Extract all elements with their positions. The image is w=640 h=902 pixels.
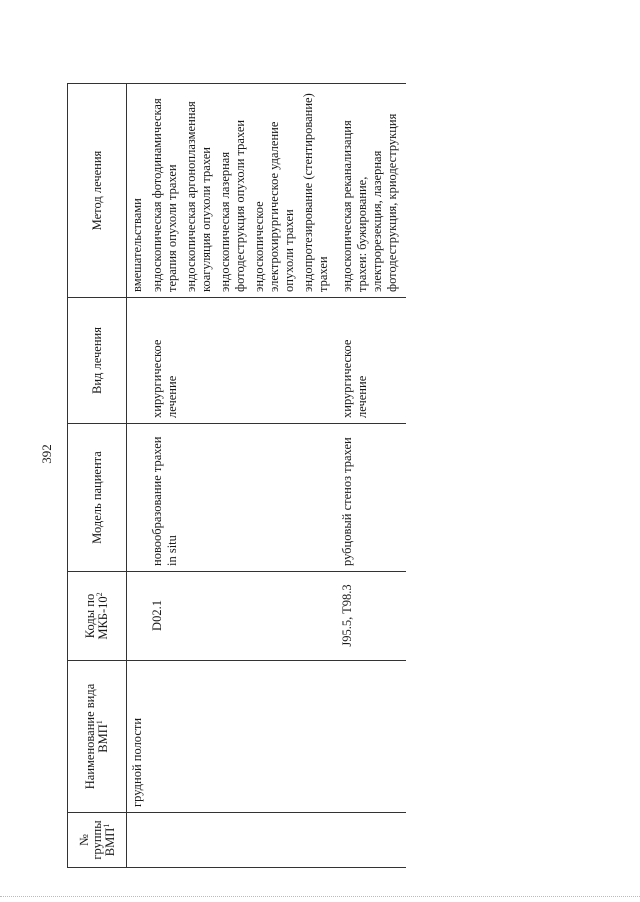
treatment-table [67, 83, 406, 868]
table-row-continuation [127, 84, 148, 868]
method-item: эндоскопическая фотодинамическая терапия опухоли трахеи [150, 98, 179, 292]
header-name: Наименование вида ВМП$^1$ [68, 661, 127, 813]
cell-codes: D02.1 [147, 572, 337, 661]
header-method: Метод лечения [68, 84, 127, 298]
cell-methods [147, 84, 337, 298]
method-item: эндоскопическая реканализация трахеи: бужирование, электрорезекция, лазерная фотодеструкция, криодеструкция [340, 113, 399, 292]
table-container [67, 84, 497, 868]
page-number: 392 [39, 444, 54, 464]
table-row [337, 84, 406, 868]
scan-edge-line [0, 896, 640, 898]
method-item: эндоскопическое электрохирургическое удаление опухоли трахеи [252, 121, 296, 292]
cell-name-continuation: грудной полости [127, 661, 148, 813]
table-row [147, 84, 337, 868]
header-patient-model: Модель пациента [68, 424, 127, 572]
cell-codes: J95.5, T98.3 [337, 572, 406, 661]
cell-patient-model: новообразование трахеи in situ [147, 424, 337, 572]
cell-patient-model: рубцовый стеноз трахеи [337, 424, 406, 572]
method-item: эндоскопическая лазерная фотодеструкция опухоли трахеи [218, 119, 247, 292]
cell-treatment-type: хирургическое лечение [337, 298, 406, 424]
header-treatment-type: Вид лечения [68, 298, 127, 424]
method-item: эндопротезирование (стентирование) трахеи [301, 93, 330, 292]
method-item: эндоскопическая аргоноплазменная коагуляция опухоли трахеи [184, 101, 213, 292]
header-group-no: № группы ВМП$^1$ [68, 813, 127, 868]
cell-methods [337, 84, 406, 298]
header-codes: Коды по МКБ-$10^2$ [68, 572, 127, 661]
cell-treatment-type: хирургическое лечение [147, 298, 337, 424]
cell-method-continuation: вмешательствами [127, 84, 148, 298]
header-row [68, 84, 127, 868]
